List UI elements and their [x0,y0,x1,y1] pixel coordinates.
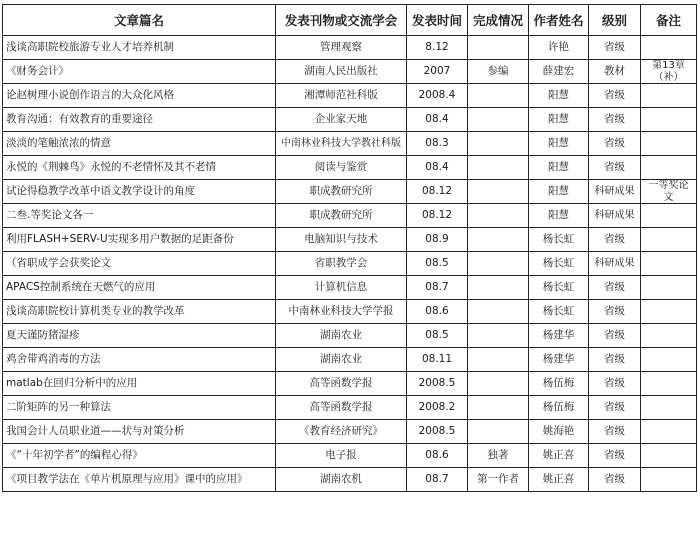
cell-date: 08.9 [407,228,468,252]
cell-venue: 中南林业科技大学教社科版 [276,132,407,156]
cell-author: 阳慧 [529,156,589,180]
cell-venue: 湖南人民出版社 [276,60,407,84]
cell-title: 《“十年初学者”的编程心得》 [3,444,276,468]
cell-title: matlab在回归分析中的应用 [3,372,276,396]
cell-status [468,276,529,300]
table-row [3,468,697,492]
cell-status [468,132,529,156]
cell-venue: 计算机信息 [276,276,407,300]
cell-author: 杨伍梅 [529,372,589,396]
cell-author: 许艳 [529,36,589,60]
cell-status [468,300,529,324]
cell-author: 阳慧 [529,132,589,156]
cell-date: 08.12 [407,180,468,204]
publication-table [2,4,697,492]
header-level: 级别 [589,5,641,36]
cell-date: 08.6 [407,444,468,468]
cell-author: 杨建华 [529,348,589,372]
cell-title: 利用FLASH+SERV-U实现多用户数据的足距备份 [3,228,276,252]
table-row [3,348,697,372]
header-status: 完成情况 [468,5,529,36]
cell-level: 省级 [589,300,641,324]
cell-venue: 省职教学会 [276,252,407,276]
cell-venue: 阅读与鉴赏 [276,156,407,180]
cell-title: 《项目教学法在《单片机原理与应用》课中的应用》 [3,468,276,492]
cell-level: 省级 [589,276,641,300]
cell-status: 参编 [468,60,529,84]
cell-status [468,420,529,444]
cell-date: 08.6 [407,300,468,324]
cell-status: 第一作者 [468,468,529,492]
cell-author: 薛建宏 [529,60,589,84]
cell-author: 杨长虹 [529,276,589,300]
cell-date: 2008.5 [407,372,468,396]
cell-author: 姚海艳 [529,420,589,444]
cell-note [641,108,697,132]
cell-venue: 电子报 [276,444,407,468]
cell-venue: 管理观察 [276,36,407,60]
table-row [3,180,697,204]
header-title: 文章篇名 [3,5,276,36]
header-author: 作者姓名 [529,5,589,36]
cell-title: 二叁.等奖论文各一 [3,204,276,228]
cell-level: 省级 [589,420,641,444]
cell-level: 教材 [589,60,641,84]
cell-status [468,180,529,204]
cell-note [641,396,697,420]
cell-author: 阳慧 [529,84,589,108]
cell-date: 08.7 [407,276,468,300]
cell-title: 《财务会计》 [3,60,276,84]
cell-date: 08.7 [407,468,468,492]
cell-status: 独著 [468,444,529,468]
cell-note: 第13章（补） [641,60,697,84]
cell-level: 省级 [589,84,641,108]
cell-title: 浅谈高职院校计算机类专业的教学改革 [3,300,276,324]
cell-date: 08.4 [407,156,468,180]
cell-level: 科研成果 [589,204,641,228]
cell-author: 杨长虹 [529,252,589,276]
cell-title: 淡淡的笔触浓浓的情意 [3,132,276,156]
cell-title: 试论得稳教学改革中语文教学设计的角度 [3,180,276,204]
cell-level: 省级 [589,372,641,396]
cell-date: 2007 [407,60,468,84]
cell-venue: 电脑知识与技术 [276,228,407,252]
cell-level: 省级 [589,108,641,132]
cell-title: 夏天谨防猪湿疹 [3,324,276,348]
cell-title: 鸡舍带鸡消毒的方法 [3,348,276,372]
cell-note [641,228,697,252]
cell-status [468,396,529,420]
cell-note [641,132,697,156]
cell-title: 教育沟通：有效教育的重要途径 [3,108,276,132]
cell-date: 2008.5 [407,420,468,444]
cell-venue: 湖南农业 [276,348,407,372]
table-row [3,276,697,300]
cell-author: 杨长虹 [529,300,589,324]
table-row [3,156,697,180]
cell-note [641,300,697,324]
table-row [3,108,697,132]
cell-author: 阳慧 [529,108,589,132]
table-body [3,36,697,492]
cell-note [641,468,697,492]
cell-date: 08.4 [407,108,468,132]
cell-author: 杨建华 [529,324,589,348]
cell-venue: 湖南农机 [276,468,407,492]
table-row [3,324,697,348]
cell-level: 科研成果 [589,180,641,204]
cell-author: 阳慧 [529,204,589,228]
cell-level: 省级 [589,348,641,372]
cell-venue: 高等函数学报 [276,396,407,420]
cell-note [641,156,697,180]
cell-author: 姚正喜 [529,468,589,492]
cell-venue: 职成教研究所 [276,180,407,204]
table-row [3,36,697,60]
cell-venue: 湘潭师范社科版 [276,84,407,108]
cell-status [468,348,529,372]
cell-note [641,420,697,444]
cell-title: 永悦的《荆棘鸟》永悦的不老情怀及其不老情 [3,156,276,180]
cell-level: 省级 [589,396,641,420]
cell-date: 2008.2 [407,396,468,420]
header-row [3,5,697,36]
cell-level: 科研成果 [589,252,641,276]
cell-title: 二阶矩阵的另一种算法 [3,396,276,420]
cell-note [641,348,697,372]
cell-status [468,156,529,180]
cell-venue: 高等函数学报 [276,372,407,396]
header-venue: 发表刊物或交流学会 [276,5,407,36]
cell-note [641,324,697,348]
cell-note [641,372,697,396]
cell-date: 08.5 [407,324,468,348]
cell-date: 08.11 [407,348,468,372]
publication-table-container [2,4,697,492]
cell-author: 姚正喜 [529,444,589,468]
cell-level: 省级 [589,468,641,492]
cell-level: 省级 [589,36,641,60]
table-row [3,84,697,108]
cell-venue: 企业家天地 [276,108,407,132]
cell-level: 省级 [589,228,641,252]
cell-status [468,228,529,252]
cell-note: 一等奖论文 [641,180,697,204]
cell-title: 我国会计人员职业道——状与对策分析 [3,420,276,444]
cell-date: 08.5 [407,252,468,276]
cell-title: 论赵树理小说创作语言的大众化风格 [3,84,276,108]
cell-title: APACS控制系统在天燃气的应用 [3,276,276,300]
cell-status [468,324,529,348]
cell-level: 省级 [589,324,641,348]
table-row [3,204,697,228]
cell-venue: 《教育经济研究》 [276,420,407,444]
cell-author: 杨长虹 [529,228,589,252]
cell-level: 省级 [589,444,641,468]
cell-author: 阳慧 [529,180,589,204]
cell-title: （省职成学会获奖论文 [3,252,276,276]
header-date: 发表时间 [407,5,468,36]
cell-status [468,108,529,132]
cell-date: 08.3 [407,132,468,156]
cell-venue: 湖南农业 [276,324,407,348]
cell-date: 2008.4 [407,84,468,108]
table-row [3,252,697,276]
table-row [3,228,697,252]
cell-title: 浅谈高职院校旅游专业人才培养机制 [3,36,276,60]
cell-note [641,252,697,276]
table-row [3,60,697,84]
cell-author: 杨伍梅 [529,396,589,420]
cell-status [468,84,529,108]
cell-level: 省级 [589,156,641,180]
cell-venue: 中南林业科技大学学报 [276,300,407,324]
cell-venue: 职成教研究所 [276,204,407,228]
cell-date: 8.12 [407,36,468,60]
cell-status [468,372,529,396]
table-row [3,396,697,420]
cell-status [468,36,529,60]
cell-level: 省级 [589,132,641,156]
cell-date: 08.12 [407,204,468,228]
table-row [3,444,697,468]
table-row [3,300,697,324]
table-row [3,132,697,156]
cell-note [641,276,697,300]
cell-status [468,252,529,276]
header-note: 备注 [641,5,697,36]
cell-status [468,204,529,228]
table-row [3,372,697,396]
cell-note [641,204,697,228]
cell-note [641,84,697,108]
cell-note [641,36,697,60]
cell-note [641,444,697,468]
table-row [3,420,697,444]
